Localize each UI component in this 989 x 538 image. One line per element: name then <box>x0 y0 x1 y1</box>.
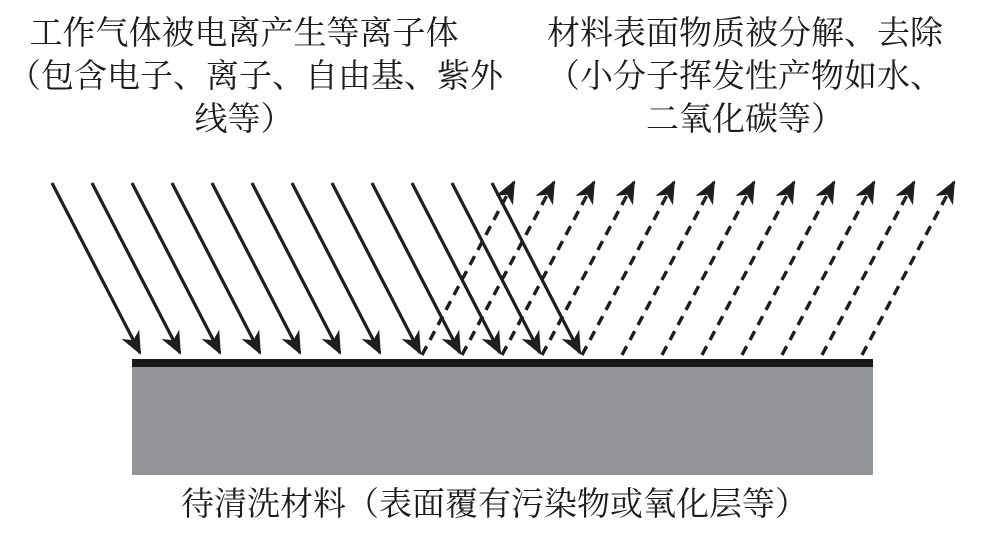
solid-arrow <box>92 183 180 353</box>
dashed-arrow <box>502 182 594 355</box>
dashed-arrow <box>582 182 674 355</box>
solid-arrow <box>492 183 580 353</box>
label-line: 二氧化碳等） <box>646 102 844 138</box>
dashed-arrow <box>662 182 754 355</box>
label-line: 工作气体被电离产生等离子体 <box>29 16 459 52</box>
solid-arrow <box>372 183 460 353</box>
solid-arrow <box>252 183 340 353</box>
solid-arrow <box>332 183 420 353</box>
solid-arrow <box>212 183 300 353</box>
dashed-arrow <box>702 182 794 355</box>
label-line: 线等） <box>194 102 294 138</box>
label-line: （包含电子、离子、自由基、紫外 <box>8 59 503 95</box>
label-line: （小分子挥发性产物如水、 <box>547 59 943 95</box>
label-plasma-generation <box>8 13 503 142</box>
removed-products-arrows <box>422 182 954 355</box>
dashed-arrow <box>622 182 714 355</box>
solid-arrow <box>52 183 140 353</box>
solid-arrow <box>412 183 500 353</box>
label-surface-decomposition <box>506 13 984 142</box>
solid-arrow <box>132 183 220 353</box>
dashed-arrow <box>862 182 954 355</box>
dashed-arrow <box>742 182 834 355</box>
material-surface-top-line <box>132 359 873 367</box>
solid-arrow <box>292 183 380 353</box>
solid-arrow <box>452 183 540 353</box>
dashed-arrow <box>422 182 514 355</box>
label-material-caption: 待清洗材料（表面覆有污染物或氧化层等） <box>181 487 808 523</box>
label-line: 材料表面物质被分解、去除 <box>547 16 943 52</box>
dashed-arrow <box>462 182 554 355</box>
dashed-arrow <box>542 182 634 355</box>
incident-plasma-arrows <box>52 183 580 353</box>
solid-arrow <box>172 183 260 353</box>
dashed-arrow <box>822 182 914 355</box>
dashed-arrow <box>782 182 874 355</box>
material-surface-body <box>132 367 873 475</box>
